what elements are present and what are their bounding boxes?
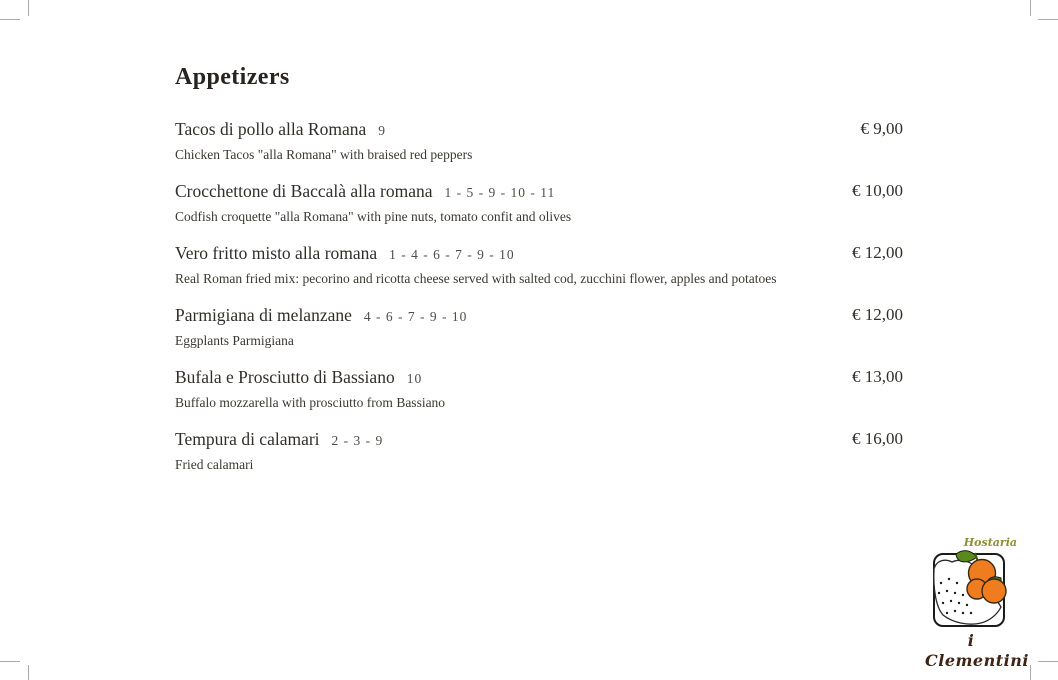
dish-name: Parmigiana di melanzane [175, 305, 352, 325]
dish-name: Bufala e Prosciutto di Bassiano [175, 367, 395, 387]
dish-price: € 12,00 [852, 243, 903, 262]
dish-description: Codfish croquette "alla Romana" with pine nuts, tomato confit and olives [175, 209, 572, 224]
dish-price: € 13,00 [852, 367, 903, 386]
dish-name: Crocchettone di Baccalà alla romana [175, 181, 433, 201]
allergen-numbers: 4 - 6 - 7 - 9 - 10 [363, 309, 468, 324]
menu-item [175, 428, 903, 473]
crop-mark-bottom-right-vertical [1030, 665, 1031, 680]
dish-name: Tacos di pollo alla Romana [175, 119, 367, 139]
dish-description: Fried calamari [175, 457, 254, 472]
crop-mark-top-right-vertical [1030, 0, 1031, 16]
dish-name: Vero fritto misto alla romana [175, 243, 378, 263]
allergen-numbers: 1 - 4 - 6 - 7 - 9 - 10 [389, 247, 515, 262]
logo-clementini-script: i Clementini [925, 631, 1029, 670]
allergen-numbers: 2 - 3 - 9 [331, 433, 384, 448]
crop-mark-bottom-left-vertical [28, 665, 29, 680]
dish-price: € 12,00 [852, 305, 903, 324]
menu-section [175, 62, 903, 473]
crop-mark-top-left-horizontal [0, 19, 20, 20]
crop-mark-top-right-horizontal [1038, 19, 1058, 20]
menu-item [175, 304, 903, 349]
dish-description: Buffalo mozzarella with prosciutto from Bassiano [175, 395, 446, 410]
restaurant-logo [925, 536, 1029, 671]
crop-mark-bottom-left-horizontal [0, 661, 20, 662]
dish-description: Chicken Tacos "alla Romana" with braised red peppers [175, 147, 473, 162]
menu-item [175, 180, 903, 225]
dish-price: € 9,00 [860, 119, 903, 138]
menu-item [175, 118, 903, 163]
crop-mark-top-left-vertical [28, 0, 29, 16]
allergen-numbers: 9 [378, 123, 386, 138]
dish-name: Tempura di calamari [175, 429, 320, 449]
dish-description: Real Roman fried mix: pecorino and ricotta cheese served with salted cod, zucchini flower, apples and potatoes [175, 271, 777, 286]
menu-item [175, 366, 903, 411]
crop-mark-bottom-right-horizontal [1038, 661, 1058, 662]
clementines-strawberry-logo-icon [925, 545, 1017, 631]
allergen-numbers: 1 - 5 - 9 - 10 - 11 [444, 185, 556, 200]
section-title: Appetizers [175, 64, 290, 90]
allergen-numbers: 10 [406, 371, 423, 386]
dish-description: Eggplants Parmigiana [175, 333, 294, 348]
menu-item [175, 242, 903, 287]
dish-price: € 10,00 [852, 181, 903, 200]
dish-price: € 16,00 [852, 429, 903, 448]
logo-hostaria-script: Hostaria [963, 536, 1017, 549]
